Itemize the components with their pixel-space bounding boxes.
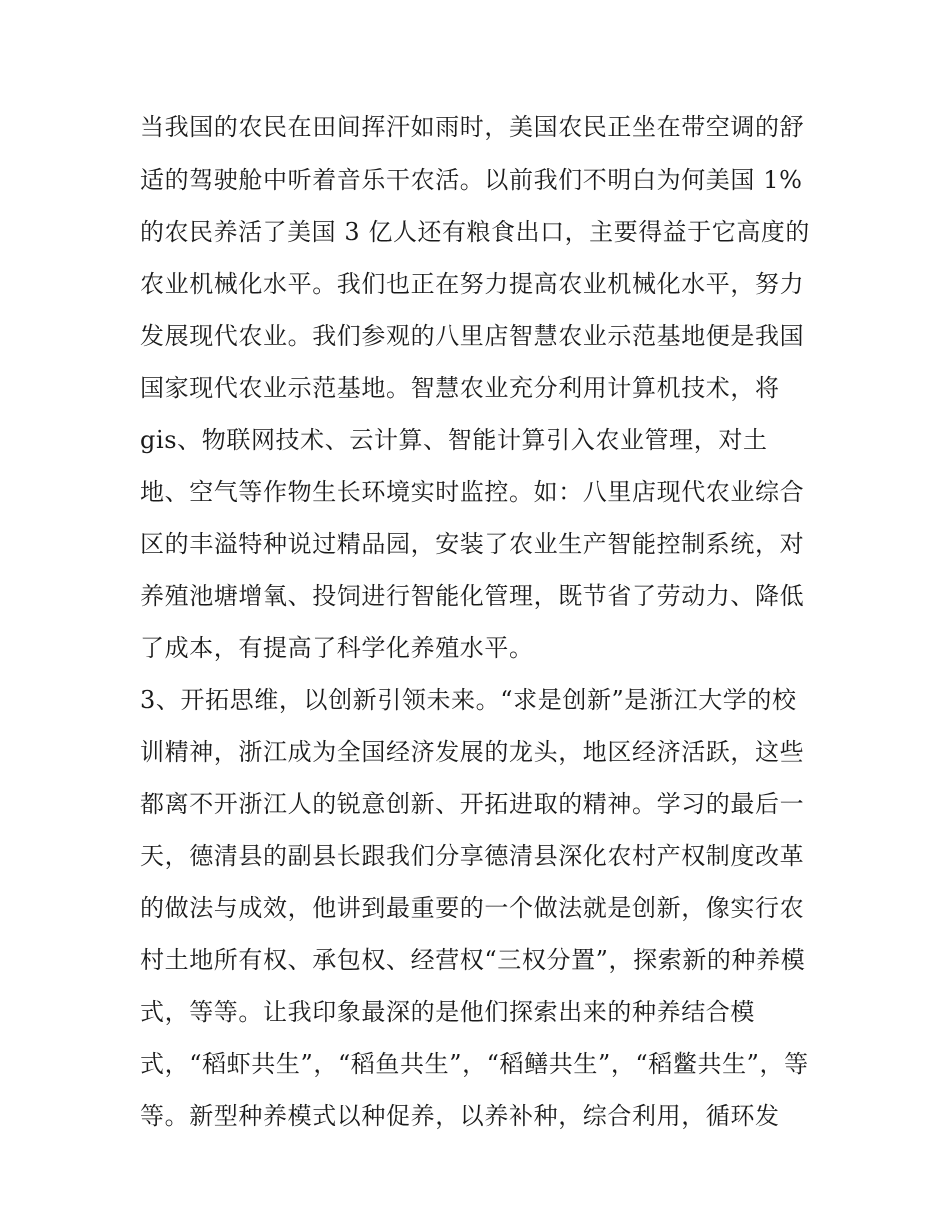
text-line: 村土地所有权、承包权、经营权“三权分置”，探索新的种养模 <box>140 946 806 974</box>
text-line: 发展现代农业。我们参观的八里店智慧农业示范基地便是我国 <box>140 322 805 350</box>
text-line: 式，“稻虾共生”，“稻鱼共生”，“稻鳝共生”，“稻鳖共生”，等 <box>140 1050 809 1078</box>
text-line: 了成本，有提高了科学化养殖水平。 <box>140 634 534 662</box>
text-line: 都离不开浙江人的锐意创新、开拓进取的精神。学习的最后一 <box>140 790 805 818</box>
text-line: 养殖池塘增氧、投饲进行智能化管理，既节省了劳动力、降低 <box>140 582 805 610</box>
text-line: 适的驾驶舱中听着音乐干农活。以前我们不明白为何美国 1% <box>140 166 803 194</box>
text-line: 地、空气等作物生长环境实时监控。如：八里店现代农业综合 <box>140 478 805 506</box>
text-line: 训精神，浙江成为全国经济发展的龙头，地区经济活跃，这些 <box>140 738 805 766</box>
text-line: 的农民养活了美国 3 亿人还有粮食出口，主要得益于它高度的 <box>140 218 810 246</box>
text-line: 区的丰溢特种说过精品园，安装了农业生产智能控制系统，对 <box>140 530 805 558</box>
text-line: 农业机械化水平。我们也正在努力提高农业机械化水平，努力 <box>140 270 805 298</box>
text-line: 国家现代农业示范基地。智慧农业充分利用计算机技术，将 <box>140 374 780 402</box>
text-line: 式，等等。让我印象最深的是他们探索出来的种养结合模 <box>140 998 755 1026</box>
text-line: gis、物联网技术、云计算、智能计算引入农业管理，对土 <box>140 426 768 454</box>
text-line: 3、开拓思维，以创新引领未来。“求是创新”是浙江大学的校 <box>140 686 797 714</box>
text-line: 的做法与成效，他讲到最重要的一个做法就是创新，像实行农 <box>140 894 805 922</box>
text-line: 天，德清县的副县长跟我们分享德清县深化农村产权制度改革 <box>140 842 805 870</box>
text-line: 等。新型种养模式以种促养，以养补种，综合利用，循环发 <box>140 1102 780 1130</box>
text-line: 当我国的农民在田间挥汗如雨时，美国农民正坐在带空调的舒 <box>140 113 805 141</box>
